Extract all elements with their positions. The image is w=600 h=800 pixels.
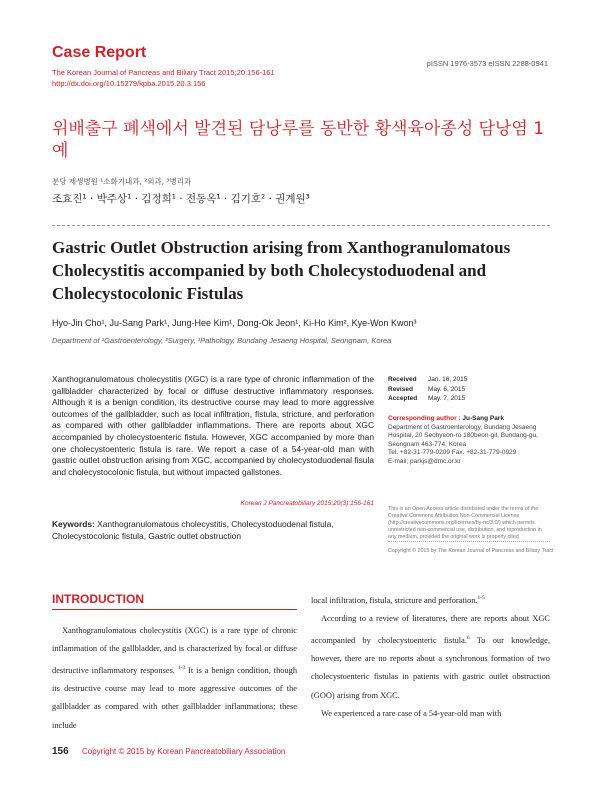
korean-authors: 조효진¹ · 박주상¹ · 김정희¹ · 전동옥¹ · 김기호² · 권계원³ — [52, 193, 310, 205]
body-text: It is a benign condition, though its destructive course may lead to more aggressive outcomes of the gallbladder as compared with other gallbladder inflammations; these include — [52, 665, 298, 730]
citation-ref: 1-5 — [477, 595, 485, 601]
date-row-accepted — [388, 394, 467, 404]
sidebar-divider — [388, 541, 550, 542]
body-paragraph — [311, 705, 550, 723]
keywords — [52, 518, 382, 542]
keywords-list: Xanthogranulomatous cholecystitis, Cholecystoduodenal fistula, Cholecystocolonic fistula, Gastric outlet obstruction — [52, 519, 334, 541]
page-number: 156 — [52, 746, 69, 757]
corr-label-text: Corresponding author : — [388, 415, 461, 422]
abstract-citation: Korean J Pancreatobiliary 2015;20(3):156-161 — [240, 500, 374, 507]
english-title: Gastric Outlet Obstruction arising from Xanthogranulomatous Cholecystitis accompanied by both Cholecystoduodenal and Cholecystocolonic Fistulas — [52, 238, 511, 303]
body-column-right — [311, 589, 550, 723]
journal-citation: The Korean Journal of Pancreas and Biliary Tract 2015;20:156-161 — [52, 68, 275, 77]
footer-copyright: Copyright © 2015 by Korean Pancreatobiliary Association — [82, 747, 286, 756]
date-row-revised — [388, 385, 467, 395]
corr-email[interactable]: E-mail; parkjs@dmc.or.kr — [388, 457, 461, 465]
korean-title: 위배출구 폐색에서 발견된 담낭루를 동반한 황색육아종성 담낭염 1예 — [52, 119, 545, 161]
body-text: We experienced a rare case of a 54-year-old man with — [321, 709, 502, 719]
abstract-text: Xanthogranulomatous cholecystitis (XGC) is a rare type of chronic inflammation of the gallbladder characterized by focal or diffuse destructive inflammatory responses. Although it is a benign condition, its destructive course may lead to more aggressive outcomes of the gallbladder, such as local infiltration, fistula, stricture, and perforation as compared with other gallbladder inflammations. There are reports about XGC accompanied by cholecystoenteric fistula. However, XGC accompanied by more than one cholecystoenteric fistula is rare. We report a case of a 54-year-old man with gastric outlet obstruction arising from XGC, accompanied by cholecystoduodenal fisula and cholecystocolonic fistula, but without impacted gallstones. — [52, 374, 374, 477]
body-text: local infiltration, fistula, stricture and perforation. — [311, 595, 478, 605]
body-text: Xanthogranulomatous cholecystitis (XGC) is a rare type of chronic inflammation of the gallbladder, and is characterized by focal or diffuse destructive inflammatory responses. — [52, 626, 297, 675]
body-paragraph — [311, 610, 550, 705]
section-heading: INTRODUCTION — [52, 592, 144, 606]
date-value: Jan. 16, 2015 — [428, 376, 468, 383]
title-divider — [52, 225, 550, 226]
open-access-notice: This is an Open Access article distributed under the terms of the Creative Commons Attribution Non-Commercial License (http://creativecommons.org/licenses/by-nc/3.0/) which permits unrestricted non-commercial use, distribution, and reproduction in any medium, provided the original work is properly cited. — [388, 506, 542, 540]
body-paragraph — [52, 622, 297, 735]
english-authors: Hyo-Jin Cho¹, Ju-Sang Park¹, Jung-Hee Kim¹, Dong-Ok Jeon¹, Ki-Ho Kim², Kye-Won Kwon³ — [52, 318, 417, 328]
english-departments: Department of ¹Gastroenterology, ²Surgery, ³Pathology, Bundang Jesaeng Hospital, Seongnam, Korea — [52, 336, 392, 345]
korean-departments: 분당 제생병원 ¹소화기내과, ²외과, ³병리과 — [52, 177, 192, 186]
citation-ref: 1-3 — [177, 664, 186, 671]
date-value: May. 7, 2015 — [428, 395, 466, 402]
issn-info: pISSN 1976-3573 eISSN 2288-0941 — [426, 59, 548, 68]
corresponding-address — [388, 424, 550, 466]
sidebar-copyright: Copyright © 2015 by The Korean Journal of Pancreas and Biliary Tract — [388, 548, 554, 554]
corr-author-name: Ju-Sang Park — [462, 415, 504, 422]
keywords-label: Keywords: — [52, 519, 95, 529]
date-label: Revised — [388, 385, 413, 393]
doi-link[interactable]: http://dx.doi.org/10.15279/kpba.2015.20.3.156 — [52, 79, 206, 88]
corr-contact: Tel. +82-31-779-0209 Fax. +82-31-779-0929 — [388, 449, 517, 457]
corr-address-text: Department of Gastroenterology, Bundang Jesaeng Hospital, 20 Seohyeon-ro 180beon-gil, Bundang-gu, Seongnam 463-774, Korea — [388, 424, 538, 448]
body-column-left — [52, 622, 297, 735]
date-row-received — [388, 375, 467, 385]
body-text: To our knowledge, however, there are no reports about a synchronous formation of two cholecystoenteric fistulas in patients with gastric outlet obstruction (GOO) arising from XGC. — [311, 635, 550, 700]
heading-rule — [52, 609, 297, 610]
citation-ref: 6 — [466, 634, 470, 641]
date-label: Received — [388, 376, 417, 383]
corresponding-author-label — [388, 415, 504, 422]
body-paragraph — [311, 589, 550, 610]
article-dates — [388, 375, 467, 404]
section-label: Case Report — [52, 44, 147, 61]
date-value: May. 6, 2015 — [428, 385, 466, 393]
body-text: According to a review of literatures, there are reports about XGC accompanied by cholecystoenteric fistula. — [311, 614, 550, 645]
date-label: Accepted — [388, 395, 418, 402]
